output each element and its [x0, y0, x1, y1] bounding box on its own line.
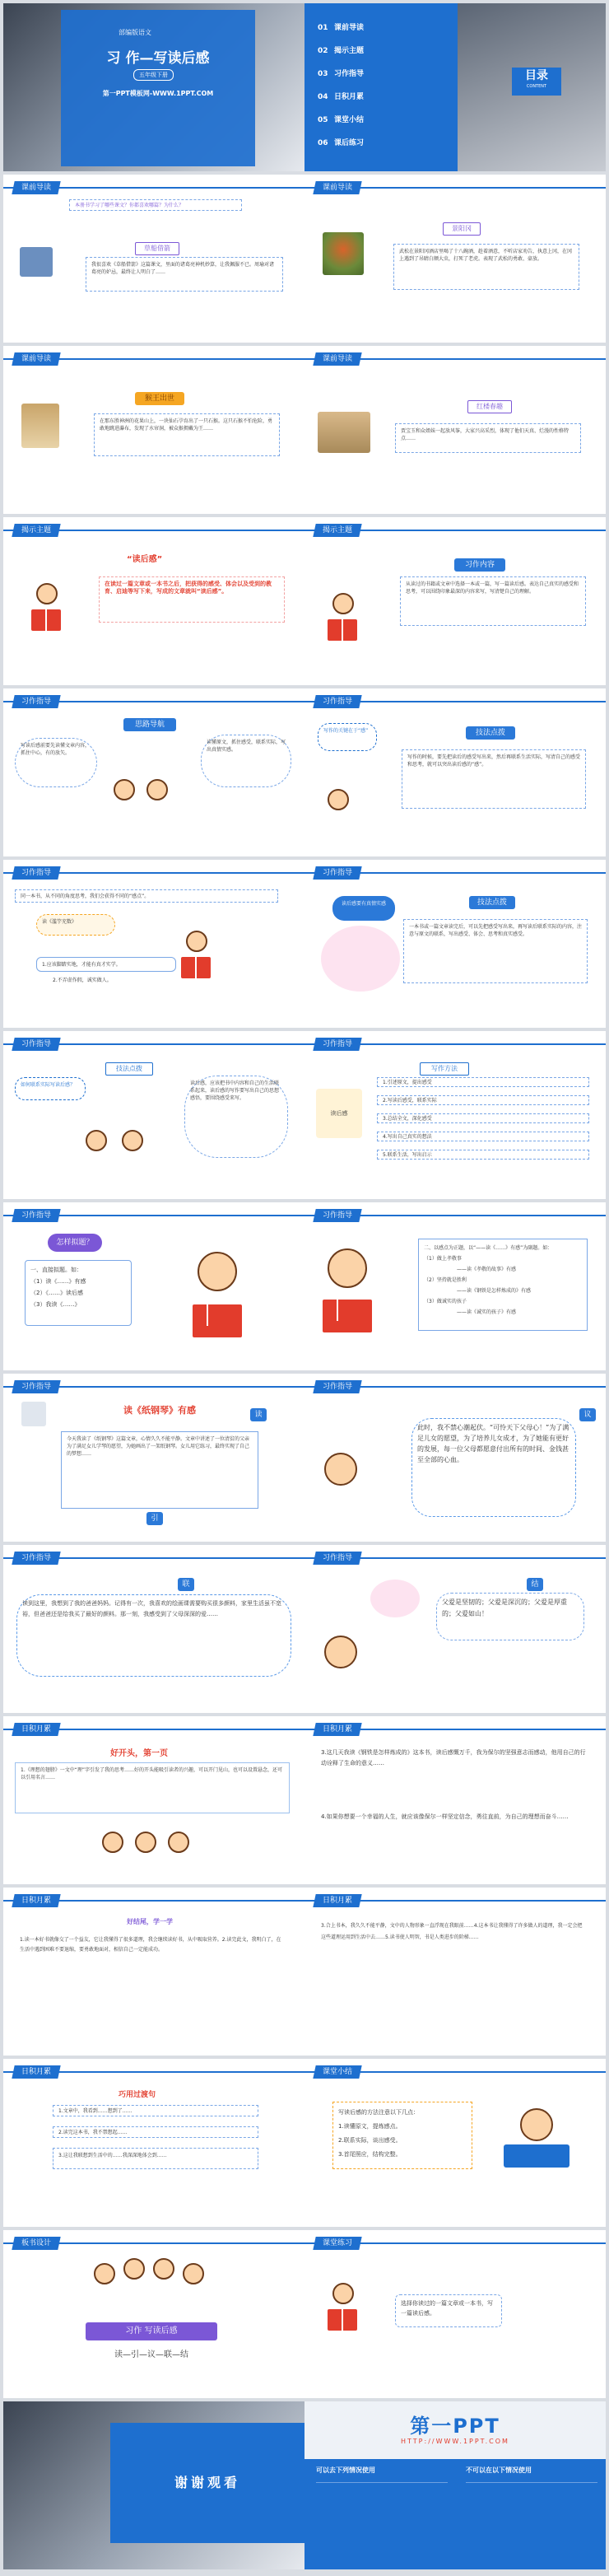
slide-16[interactable]: [304, 1202, 606, 1370]
cover-panel: [61, 10, 255, 166]
book-icon: [31, 609, 61, 631]
comment-text: 此时，我不禁心潮起伏。“可怜天下父母心！”为了满足儿女的愿望，为了培养儿女成才，为了她能有更好的发展，每一位父母都愿意付出所有的时间、金钱甚至全部的心血。: [411, 1418, 576, 1517]
story-text: 在那东胜神洲的花果山上，一块仙石孕育出了一只石猴。这只石猴不怕危险，勇敢地跳进瀑布，发现了水帘洞，被众猴拥戴为王……: [94, 413, 280, 456]
example-4-text: 4.如果你想要一个幸福的人生，就应该像保尔一样坚定信念，勇往直前，为自己的理想而奋斗……: [316, 1808, 591, 1855]
summary-1: 1.读懂原文，提炼感点。: [338, 2123, 402, 2130]
section-tag: 技法点拨: [469, 896, 515, 909]
thanks-text: 谢谢观看: [174, 2475, 240, 2490]
slide-3[interactable]: [3, 175, 304, 343]
connection-text: 读到这里，我想到了我的爸爸妈妈。记得有一次，我喜欢的绘画课需要购买很多颜料，家里生活虽不宽裕，但爸爸还是给我买了最好的颜料。那一刻，我感受到了父母深深的爱……: [16, 1594, 291, 1677]
kid-figure: [168, 1832, 189, 1853]
girl-figure: [520, 2108, 553, 2141]
header-tag: 日积月累: [21, 2068, 52, 2076]
slide-26[interactable]: [304, 2059, 606, 2227]
toc-label: 习作指导: [334, 70, 365, 78]
section-tag: 思路导航: [123, 718, 176, 731]
toc-label: 揭示主题: [334, 47, 365, 55]
book-icon: [193, 1304, 242, 1337]
tip-text: 一本书或一篇文章读完后，可以先把感受写出来，再写读后联系实际的内容，注意与原文的联系，写出感受、体会、思考和真实感受。: [403, 919, 588, 983]
story-text: 贾宝玉和众姐妹一起放风筝，大家兴高采烈，体现了他们天真、烂漫的性格特点……: [395, 423, 581, 453]
slide-header: [3, 524, 304, 537]
summary-box: [332, 2102, 472, 2169]
slide-header: [304, 2237, 606, 2250]
essay-title: 读《纸钢琴》有感: [123, 1405, 196, 1416]
story-text: 武松在景阳冈酒店里喝了十八碗酒，趁着酒意，不听店家劝告，执意上冈，在冈上遇到了吊睛白额大虫，打死了老虎。表现了武松的勇敢、豪放。: [393, 244, 579, 290]
slide-cover[interactable]: [3, 3, 304, 171]
transition-1: 1.文章中，我看到……想到了……: [53, 2105, 258, 2116]
slide-header: [3, 1038, 304, 1051]
tip-text: 写作的时候，要先把读后的感受写出来，然后再联系生活实际，写清自己的感受和思考，就可以突出读后感的“感”。: [402, 749, 586, 809]
section-tag: 技法点拨: [105, 1062, 153, 1076]
ad-info-band: [304, 2459, 606, 2569]
toc-label: 课堂小结: [334, 116, 365, 124]
key-bubble: 读后感要有真情实感: [332, 896, 395, 921]
toc-num: 03: [318, 70, 328, 78]
slide-header: [304, 1209, 606, 1222]
option-1: （1）读《……》有感: [30, 1278, 86, 1285]
thanks-panel: [110, 2423, 304, 2543]
slide-thanks[interactable]: [3, 2401, 304, 2569]
toc-num: 05: [318, 116, 328, 124]
slide-toc[interactable]: [304, 3, 606, 171]
slide-header: [304, 695, 606, 708]
slide-27[interactable]: [3, 2230, 304, 2398]
conclusion-text: 父爱是坚韧的；父爱是深沉的；父爱是厚重的；父爱如山！: [436, 1593, 584, 1640]
slide-14[interactable]: [304, 1031, 606, 1199]
slide-header: [3, 1552, 304, 1565]
quote-bubble: 读《滥竽充数》: [36, 914, 115, 936]
header-tag: 习作指导: [21, 1383, 52, 1391]
slide-11[interactable]: [3, 860, 304, 1028]
question-bubble: 如何联系实际写读后感？: [15, 1077, 86, 1100]
toc-label: 课后练习: [334, 139, 365, 147]
header-tag: 日积月累: [21, 1725, 52, 1734]
summary-3: 3.首尾照应，结构完整。: [338, 2151, 402, 2158]
essay-text: 今天我读了《纸钢琴》这篇文章，心情久久不能平静。文章中讲述了一位清贫的父亲为了满足女儿学琴的愿望，为她画出了一架纸钢琴。女儿用它练习，最终实现了自己的梦想……: [61, 1431, 258, 1509]
kid-figure: [94, 2263, 115, 2284]
story-tag: 猴王出世: [135, 392, 184, 405]
divider: [316, 2482, 448, 2483]
pencil-picture: [21, 1402, 46, 1426]
slide-4[interactable]: [304, 175, 606, 343]
header-tag: 习作指导: [323, 1383, 353, 1391]
section-tag: 习作内容: [454, 558, 505, 572]
method-1: 1.引述原文，提出感受: [377, 1077, 589, 1087]
slide-header: [304, 1723, 606, 1736]
key-bubble: 写作的关键在于“感”: [318, 723, 377, 751]
mindmap-center: 读后感: [316, 1089, 362, 1138]
step-tag: 引: [146, 1512, 163, 1525]
slide-header: [304, 2065, 606, 2079]
slide-header: [304, 1038, 606, 1051]
example-2-sub: ——读《钢铁是怎样炼成的》有感: [457, 1288, 532, 1294]
book-icon: [328, 2309, 357, 2331]
slide-15[interactable]: [3, 1202, 304, 1370]
example-2: （2）坚持就是胜利: [424, 1277, 467, 1283]
step-tag: 结: [527, 1578, 543, 1591]
step-tag: 议: [579, 1408, 596, 1421]
slide-ad[interactable]: [304, 2401, 606, 2569]
header-tag: 习作指导: [323, 869, 353, 877]
tiger-picture: [323, 232, 364, 275]
question-box: 本册书学习了哪些课文？你都喜欢哪篇？为什么？: [69, 199, 242, 211]
toc-item[interactable]: [318, 137, 364, 152]
method-4: 4.写出自己真实的想法: [377, 1132, 589, 1141]
toc-item[interactable]: [318, 114, 364, 128]
header-tag: 习作指导: [21, 869, 52, 877]
reading-kid: [332, 593, 354, 614]
kid-figure: [102, 1832, 123, 1853]
story-text: 我很喜欢《草船借箭》这篇课文，里面的诸葛亮神机妙算，让我佩服不已。周瑜对诸葛亮的妒忌，最终让人明白了……: [86, 257, 283, 292]
header-tag: 课堂练习: [323, 2239, 353, 2247]
slide-5[interactable]: [3, 346, 304, 514]
header-tag: 课前导读: [323, 184, 353, 192]
story-tag: 红楼春趣: [467, 400, 512, 413]
point-2: 2.不弄虚作假，诚实做人。: [53, 978, 112, 983]
boy-figure: [324, 1636, 357, 1668]
slide-header: [3, 1723, 304, 1736]
header-tag: 习作指导: [21, 1040, 52, 1048]
board-subtitle: 读—引—议—联—结: [114, 2350, 188, 2359]
title-bubble: 怎样拟题？: [48, 1234, 102, 1252]
cover-kicker: 部编版语文: [119, 29, 151, 36]
header-tag: 揭示主题: [21, 526, 52, 534]
slide-13[interactable]: [3, 1031, 304, 1199]
slide-28[interactable]: [304, 2230, 606, 2398]
toc-num: 01: [318, 24, 328, 32]
ending-text: 3.合上书本，我久久不能平静，文中的人物形象一直浮现在我眼前……4.这本书让我懂得了许多做人的道理，我一定会把这些道理运用到生活中去……5.读书使人明智，书是人类进步的阶梯……: [316, 1917, 591, 2024]
step-tag: 联: [178, 1578, 194, 1591]
slide-24[interactable]: [304, 1888, 606, 2056]
section-title: 好开头，第一页: [110, 1749, 168, 1758]
header-tag: 板书设计: [21, 2239, 52, 2247]
toc-num: 06: [318, 139, 328, 147]
kite-picture: [318, 412, 370, 453]
header-tag: 习作指导: [21, 1554, 52, 1562]
content-text: 从读过的书籍或文章中选择一本或一篇，写一篇读后感。表达自己真实的感受和思考，可以围绕印象最深的内容来写，写清楚自己的理解。: [400, 576, 586, 626]
opening-text: 1.《理想的翅膀》一文中“理”字引发了我的思考……好的开头能吸引读者的兴趣，可以开门见山，也可以设置悬念，还可以引用名言……: [15, 1762, 290, 1813]
board-title: 习作 写读后感: [86, 2322, 217, 2340]
header-tag: 习作指导: [323, 698, 353, 706]
slide-23[interactable]: [3, 1888, 304, 2056]
reading-kid: [332, 2283, 354, 2304]
slide-header: [3, 1380, 304, 1393]
header-tag: 习作指导: [323, 1554, 353, 1562]
slide-header: [3, 2237, 304, 2250]
cover-title: 习 作—写读后感: [106, 50, 210, 67]
toc-item[interactable]: [318, 44, 364, 59]
reading-kid: [186, 931, 207, 952]
toc-title: 目录: [525, 69, 548, 82]
toc-subtitle: CONTENT: [526, 84, 547, 89]
slide-25[interactable]: [3, 2059, 304, 2227]
cover-grade: 五年级下册: [133, 69, 174, 81]
header-tag: 课前导读: [323, 355, 353, 363]
toc-label: 日积月累: [334, 93, 365, 101]
kid-figure: [123, 2258, 145, 2280]
slide-19[interactable]: [3, 1545, 304, 1713]
title-options: [25, 1260, 132, 1326]
toc-title-box: [512, 68, 561, 96]
topic-title: “读后感”: [127, 555, 163, 564]
exercise-text: 选择你读过的一篇文章或一本书，写一篇读后感。: [395, 2294, 502, 2327]
slide-header: [3, 1209, 304, 1222]
slide-9[interactable]: [3, 688, 304, 856]
example-3: （3）做诚实的孩子: [424, 1299, 467, 1304]
header-tag: 习作指导: [21, 1211, 52, 1220]
desk-shape: [504, 2144, 569, 2168]
header-tag: 揭示主题: [323, 526, 353, 534]
book-icon: [323, 1300, 372, 1332]
slide-21[interactable]: [3, 1716, 304, 1884]
method-2: 2.写读后感受，联系实际: [377, 1095, 589, 1105]
left-bubble: 写读后感前要先读懂文章内容，抓住中心，有的放矢。: [15, 738, 97, 787]
header-tag: 习作指导: [323, 1040, 353, 1048]
toc-num: 04: [318, 93, 328, 101]
example-3-sub: ——读《诚实的孩子》有感: [457, 1309, 517, 1315]
summary-heading: 写读后感的方法注意以下几点：: [338, 2109, 419, 2116]
book-icon: [181, 957, 211, 978]
boy-figure: [86, 1130, 107, 1151]
toc-item[interactable]: [318, 21, 364, 36]
slide-header: [304, 524, 606, 537]
header-tag: 日积月累: [21, 1897, 52, 1905]
section-tag: 写作方法: [420, 1062, 469, 1076]
header-tag: 日积月累: [323, 1897, 353, 1905]
slide-header: [3, 181, 304, 194]
cloud-shape: [321, 926, 400, 992]
monkey-picture: [21, 404, 59, 448]
slide-header: [3, 352, 304, 366]
option-2: （2）《……》读后感: [30, 1290, 83, 1296]
story-tag: 草船借箭: [135, 242, 179, 255]
slide-header: [3, 695, 304, 708]
ending-text: 1.读一本好书就像交了一个益友，它让我懂得了很多道理，我会继续读好书，从中吸取营养。2.读完此文，我明白了，在生活中遇到困难不要退缩，要勇敢地面对，相信自己一定能成功。: [15, 1932, 290, 1998]
method-3: 3.总结全文，深化感受: [377, 1113, 589, 1123]
tip-text: 读后感，应该把书中内容和自己的生活联系起来，读后感的写作要写出自己的思想感悟，要围绕感受来写。: [184, 1076, 288, 1158]
kid-figure: [183, 2263, 204, 2284]
slide-header: [3, 866, 304, 880]
section-title: 好结尾，学一学: [127, 1918, 173, 1925]
slide-20[interactable]: [304, 1545, 606, 1713]
example-1: （1）做上孝敬事: [424, 1256, 462, 1262]
girl-figure: [198, 1252, 237, 1291]
summary-2: 2.联系实际，谈出感受。: [338, 2137, 402, 2144]
slide-header: [3, 1894, 304, 1907]
girl-figure: [328, 1248, 367, 1288]
slide-header: [304, 1894, 606, 1907]
header-tag: 习作指导: [21, 698, 52, 706]
slide-22[interactable]: [304, 1716, 606, 1884]
definition-text: 在读过一篇文章或一本书之后，把获得的感受、体会以及受到的教育、启迪等写下来，写成的文章就叫“读后感”。: [99, 576, 285, 623]
point-1: 1.应该脚踏实地，才能有真才实学。: [36, 957, 176, 972]
kid-figure: [135, 1832, 156, 1853]
ad-forbidden-title: 不可以在以下情况使用: [466, 2466, 532, 2474]
kid-figure: [153, 2258, 174, 2280]
story-tag: 景阳冈: [443, 222, 481, 236]
slide-6[interactable]: [304, 346, 606, 514]
ad-logo: 第一PPT: [410, 2415, 500, 2438]
section-tag: 技法点拨: [466, 726, 515, 740]
slide-header: [304, 1552, 606, 1565]
slide-17[interactable]: [3, 1374, 304, 1542]
example-heading: 二、以感点为正题，以“——读《……》有感”为副题。如：: [424, 1245, 553, 1251]
slide-header: [3, 2065, 304, 2079]
slide-18[interactable]: [304, 1374, 606, 1542]
ad-allowed-title: 可以去下列情况使用: [316, 2466, 375, 2474]
right-bubble: 读懂原文，抓住感受，联系实际，写出真情实感。: [201, 735, 291, 787]
slide-header: [304, 1380, 606, 1393]
toc-label: 课前导读: [334, 24, 365, 32]
option-heading: 一、直接拟题。如：: [30, 1267, 82, 1273]
girl-figure: [122, 1130, 143, 1151]
slide-7[interactable]: [3, 517, 304, 685]
reading-kid: [328, 789, 349, 810]
ad-url[interactable]: HTTP://WWW.1PPT.COM: [401, 2438, 509, 2445]
reading-kid: [36, 583, 58, 604]
cloud-shape: [370, 1580, 420, 1617]
story-picture: [20, 247, 53, 277]
lead-text: 同一本书，从不同的角度思考，我们会获得不同的“感点”。: [15, 889, 278, 903]
transition-2: 2.读完这本书，我不禁想起……: [53, 2126, 258, 2138]
header-tag: 日积月累: [323, 1725, 353, 1734]
example-1-sub: ——读《孝敬的故事》有感: [457, 1267, 517, 1272]
slide-header: [304, 866, 606, 880]
slide-header: [304, 181, 606, 194]
slide-8[interactable]: [304, 517, 606, 685]
option-3: （3）我读《……》: [30, 1301, 81, 1308]
header-tag: 课前导读: [21, 184, 52, 192]
book-icon: [328, 619, 357, 641]
boy-figure: [324, 1453, 357, 1486]
cover-site: 第一PPT模板网-WWW.1PPT.COM: [102, 90, 214, 97]
divider: [466, 2482, 597, 2483]
example-3-text: 3.这几天我读《钢铁是怎样炼成的》这本书，读后感慨万千，我为保尔的坚强意志而感动，他用自己的行动诠释了生命的意义……: [316, 1744, 591, 1800]
header-tag: 课前导读: [21, 355, 52, 363]
title-examples: [418, 1239, 588, 1331]
header-tag: 习作指导: [323, 1211, 353, 1220]
section-title: 巧用过渡句: [119, 2091, 156, 2099]
girl-figure: [146, 779, 168, 800]
boy-figure: [114, 779, 135, 800]
step-tag: 读: [250, 1408, 267, 1421]
toc-num: 02: [318, 47, 328, 55]
slide-header: [304, 352, 606, 366]
slide-12[interactable]: [304, 860, 606, 1028]
toc-item[interactable]: [318, 68, 364, 82]
header-tag: 课堂小结: [323, 2068, 353, 2076]
transition-3: 3.这让我联想到生活中的……我深深地体会到……: [53, 2148, 258, 2169]
method-5: 5.联系生活，写出启示: [377, 1150, 589, 1160]
slide-10[interactable]: [304, 688, 606, 856]
toc-item[interactable]: [318, 91, 364, 105]
